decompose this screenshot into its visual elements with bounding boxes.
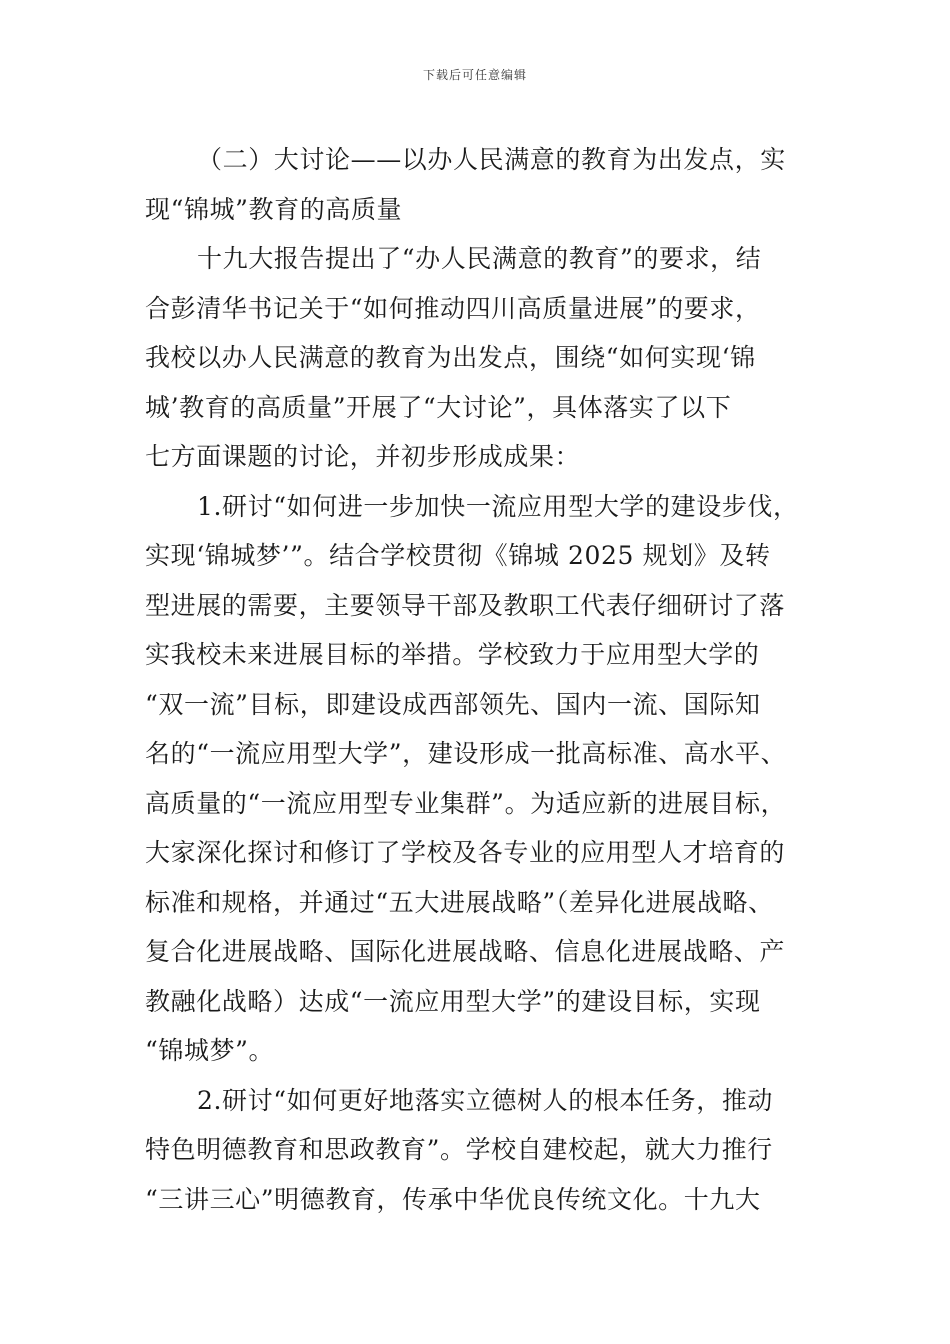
paragraph-2-line-6: 名的“一流应用型大学”，建设形成一批高标准、高水平、 (145, 739, 787, 768)
paragraph-2-line-4: 实我校未来进展目标的举措。学校致力于应用型大学的 (145, 640, 760, 669)
paragraph-2-line-7: 高质量的“一流应用型专业集群”。为适应新的进展目标， (145, 788, 787, 818)
paragraph-2-line-3: 型进展的需要，主要领导干部及教职工代表仔细研讨了落 (145, 590, 786, 620)
header-note: 下载后可任意编辑 (422, 68, 527, 82)
paragraph-2-line-12: “锦城梦”。 (145, 1036, 275, 1065)
paragraph-3-line-1: 2.研讨“如何更好地落实立德树人的根本任务，推动 (197, 1085, 774, 1115)
paragraph-2-line-10: 复合化进展战略、国际化进展战略、信息化进展战略、产 (145, 937, 786, 966)
paragraph-2-line-2: 实现‘锦城梦’”。结合学校贯彻《锦城 2025 规划》及转 (145, 541, 771, 570)
paragraph-2-line-9: 标准和规格，并通过“五大进展战略”（差异化进展战略、 (145, 887, 774, 917)
paragraph-2-line-1: 1.研讨“如何进一步加快一流应用型大学的建设步伐， (197, 491, 799, 521)
paragraph-3-line-2: 特色明德教育和思政教育”。学校自建校起，就大力推行 (145, 1135, 773, 1164)
paragraph-1-line-5: 七方面课题的讨论，并初步形成成果： (145, 442, 581, 471)
paragraph-1-line-1: 十九大报告提出了“办人民满意的教育”的要求，结 (197, 244, 762, 273)
paragraph-2-line-8: 大家深化探讨和修订了学校及各专业的应用型人才培育的 (145, 838, 786, 867)
paragraph-1-line-2: 合彭清华书记关于“如何推动四川高质量进展”的要求， (145, 293, 761, 323)
document-body (145, 135, 805, 1224)
section-heading-line-2: 现“锦城”教育的高质量 (145, 194, 403, 224)
section-heading-line-1: （二）大讨论——以办人民满意的教育为出发点，实 (197, 145, 786, 174)
paragraph-1-line-4: 城’教育的高质量”开展了“大讨论”，具体落实了以下 (145, 392, 732, 422)
paragraph-3-line-3: “三讲三心”明德教育，传承中华优良传统文化。十九大 (145, 1184, 761, 1214)
paragraph-2-line-11: 教融化战略）达成“一流应用型大学”的建设目标，实现 (145, 986, 761, 1016)
paragraph-2-line-5: “双一流”目标，即建设成西部领先、国内一流、国际知 (145, 689, 761, 719)
paragraph-1-line-3: 我校以办人民满意的教育为出发点，围绕“如何实现‘锦 (145, 343, 756, 372)
